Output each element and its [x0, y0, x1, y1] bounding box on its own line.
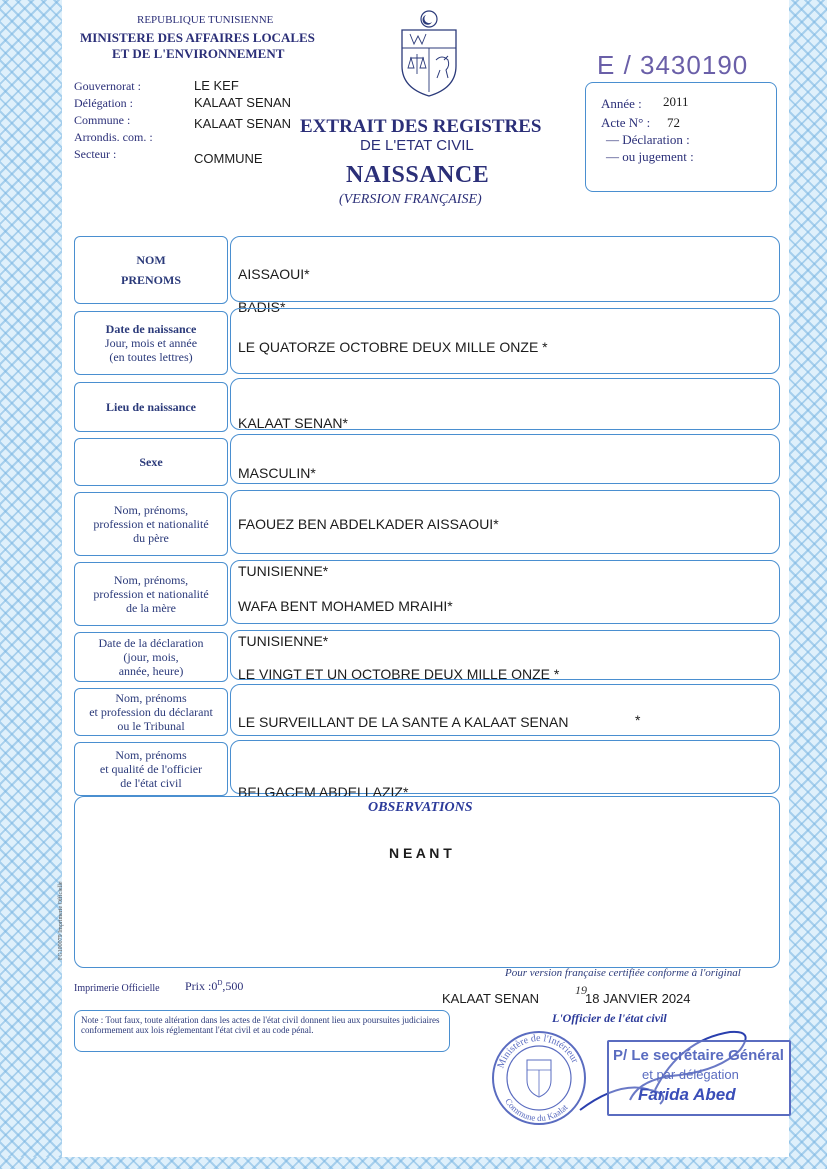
declarant-value: LE SURVEILLANT DE LA SANTE A KALAAT SENAN — [238, 714, 569, 730]
sexe-value: MASCULIN* — [238, 465, 316, 481]
secteur-label: Secteur : — [74, 147, 117, 161]
annee-value: 2011 — [663, 94, 689, 109]
secteur-value: COMMUNE — [194, 151, 263, 166]
officier-label-2: et qualité de l'officier — [99, 762, 203, 776]
declaration-date-label-box — [74, 632, 228, 682]
nom-label: NOM — [136, 253, 166, 267]
prix-text: Prix :0 — [185, 979, 218, 993]
declarant-label-3: ou le Tribunal — [117, 719, 185, 733]
nom-prenoms-label-box — [74, 236, 228, 304]
decl-label-3: année, heure) — [118, 664, 184, 678]
observations-value: N E A N T — [389, 845, 452, 861]
mere-label-3: de la mère — [126, 601, 176, 615]
prix-label — [185, 979, 243, 994]
pere-label-box — [74, 492, 228, 556]
dob-value: LE QUATORZE OCTOBRE DEUX MILLE ONZE * — [238, 339, 548, 355]
certified-label: Pour version française certifiée conforme à l'original — [505, 967, 741, 979]
decorative-border-left — [0, 0, 62, 1169]
handwritten-day: 19 — [575, 983, 587, 997]
declaration-label: — Déclaration : — [606, 132, 690, 147]
lieu-value: KALAAT SENAN* — [238, 415, 348, 431]
extract-subtitle: DE L'ETAT CIVIL — [360, 137, 474, 154]
side-print-code: FG100079 Imprimerie Officielle — [58, 881, 64, 960]
commune-label: Commune : — [74, 113, 131, 127]
naissance-title: NAISSANCE — [346, 162, 490, 188]
dob-label-sub1: Jour, mois et année — [104, 336, 198, 350]
lieu-label-box — [74, 382, 228, 432]
extract-title: EXTRAIT DES REGISTRES — [300, 116, 542, 137]
annee-label: Année : — [601, 96, 642, 111]
arrondissement-label: Arrondis. com. : — [74, 130, 153, 144]
declarant-label-1: Nom, prénoms — [115, 691, 187, 705]
observations-title: OBSERVATIONS — [368, 800, 473, 815]
mere-value-box — [230, 560, 780, 624]
officier-label-3: de l'état civil — [120, 776, 182, 790]
sexe-label-box — [74, 438, 228, 486]
mere-label-box — [74, 562, 228, 626]
acte-value: 72 — [667, 115, 680, 130]
republic-label: REPUBLIQUE TUNISIENNE — [137, 14, 274, 26]
officier-label-box — [74, 742, 228, 796]
seal-bottom-text: Commune du Kaalat — [503, 1096, 570, 1124]
legal-note-box: Note : Tout faux, toute altération dans les actes de l'état civil donnent lieu aux poursuites judiciaires conformement aux lois réglementant l'état civil et au code pénal. — [74, 1010, 450, 1052]
officier-value: BELGACEM ABDELLAZIZ* — [238, 784, 409, 800]
nom-prenoms-value-box — [230, 236, 780, 302]
observations-box — [74, 796, 780, 968]
version-label: (VERSION FRANÇAISE) — [339, 192, 482, 207]
officier-label-1: Nom, prénoms — [115, 748, 187, 762]
declarant-label-box — [74, 688, 228, 736]
stamp-line1: P/ Le secrétaire Général — [613, 1047, 784, 1064]
pere-value: FAOUEZ BEN ABDELKADER AISSAOUI* — [238, 516, 499, 532]
declarant-star: * — [635, 712, 641, 728]
commune-value: KALAAT SENAN — [194, 116, 292, 131]
prenom-value: BADIS* — [238, 299, 286, 315]
officer-title: L'Officier de l'état civil — [552, 1011, 667, 1025]
jugement-label: — ou jugement : — [606, 149, 694, 164]
lieu-label: Lieu de naissance — [105, 400, 196, 414]
ministry-line2: ET DE L'ENVIRONNEMENT — [112, 46, 285, 61]
pere-label-3: du père — [133, 531, 169, 545]
place-value: KALAAT SENAN — [442, 991, 540, 1006]
prix-end: ,500 — [222, 979, 244, 993]
coat-of-arms-emblem — [396, 8, 462, 98]
mere-label-1: Nom, prénoms, — [113, 573, 189, 587]
mere-value: WAFA BENT MOHAMED MRAIHI* — [238, 598, 453, 614]
gouvernorat-label: Gouvernorat : — [74, 79, 141, 93]
dob-label-box — [74, 311, 228, 375]
decl-label-1: Date de la déclaration — [98, 636, 204, 650]
mere-nationality: TUNISIENNE* — [238, 633, 329, 649]
declaration-date-value: LE VINGT ET UN OCTOBRE DEUX MILLE ONZE * — [238, 666, 560, 682]
stamp-line2: et par délégation — [642, 1067, 739, 1082]
acte-label: Acte N° : — [601, 115, 651, 130]
decl-label-2: (jour, mois, — [123, 650, 179, 664]
seal-top-text: Ministère de l'Intérieur — [495, 1032, 581, 1070]
decorative-border-right — [789, 0, 827, 1169]
dob-label: Date de naissance — [105, 322, 197, 336]
ministry-line1: MINISTERE DES AFFAIRES LOCALES — [80, 30, 315, 45]
serial-number: E / 3430190 — [597, 50, 749, 80]
prenoms-label: PRENOMS — [121, 273, 181, 287]
delegation-value: KALAAT SENAN — [194, 95, 292, 110]
sexe-label: Sexe — [139, 455, 163, 469]
pere-label-1: Nom, prénoms, — [113, 503, 189, 517]
date-value: 18 JANVIER 2024 — [585, 991, 691, 1006]
decorative-border-bottom — [0, 1157, 827, 1169]
pere-label-2: profession et nationalité — [93, 517, 209, 531]
pere-nationality: TUNISIENNE* — [238, 563, 329, 579]
delegation-label: Délégation : — [74, 96, 133, 110]
stamp-signatory: Farida Abed — [638, 1085, 736, 1104]
declarant-label-2: et profession du déclarant — [89, 705, 213, 719]
imprimerie-label: Imprimerie Officielle — [74, 983, 160, 994]
dob-label-sub2: (en toutes lettres) — [109, 350, 193, 364]
nom-value: AISSAOUI* — [238, 266, 310, 282]
prix-sup: D — [217, 979, 223, 987]
gouvernorat-value: LE KEF — [194, 78, 239, 93]
mere-label-2: profession et nationalité — [93, 587, 209, 601]
